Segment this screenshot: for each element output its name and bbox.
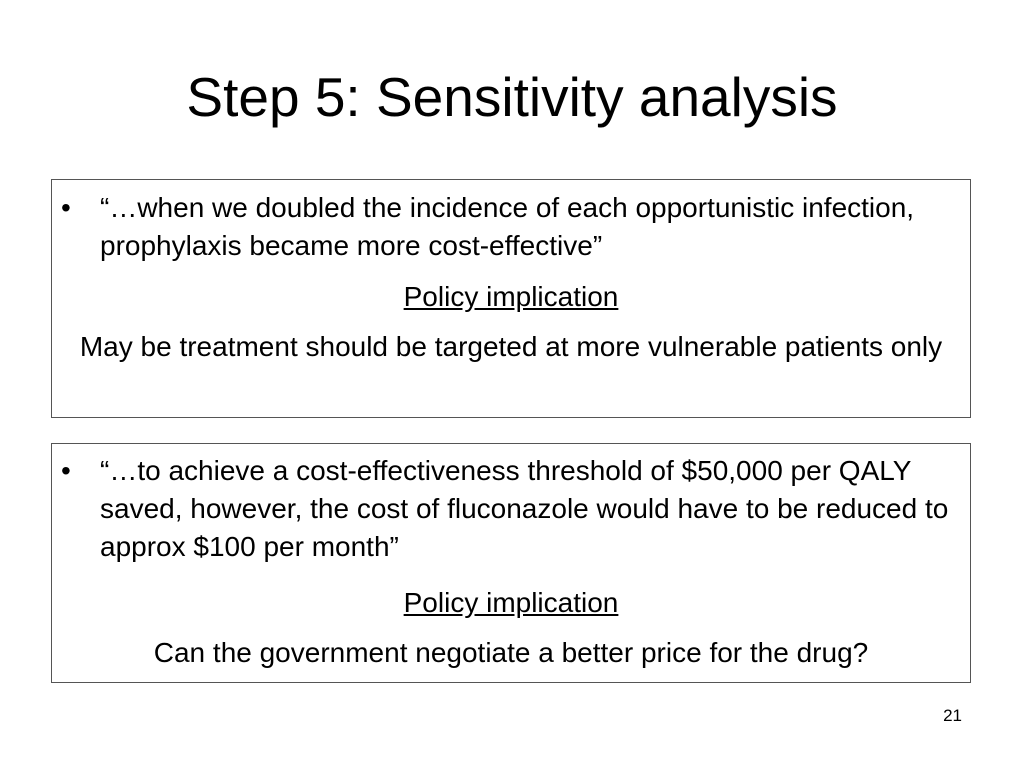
bullet-quote: “…to achieve a cost-effectiveness threshold of $50,000 per QALY saved, however, the cost of fluconazole would have to be reduced to approx $100 per month” (100, 455, 949, 562)
slide-title: Step 5: Sensitivity analysis (186, 66, 838, 128)
bullet-icon: • (61, 192, 71, 223)
policy-implication-heading: Policy implication (403, 281, 619, 312)
text-box-threshold (51, 443, 971, 683)
bullet-quote: “…when we doubled the incidence of each opportunistic infection, prophylaxis became more cost-effective” (100, 192, 915, 261)
bullet-icon: • (61, 455, 71, 486)
page-number: 21 (943, 706, 962, 725)
text-box-incidence (51, 179, 971, 418)
policy-implication-text: May be treatment should be targeted at more vulnerable patients only (79, 331, 943, 362)
policy-implication-text: Can the government negotiate a better price for the drug? (153, 637, 869, 668)
policy-implication-heading: Policy implication (403, 587, 619, 618)
